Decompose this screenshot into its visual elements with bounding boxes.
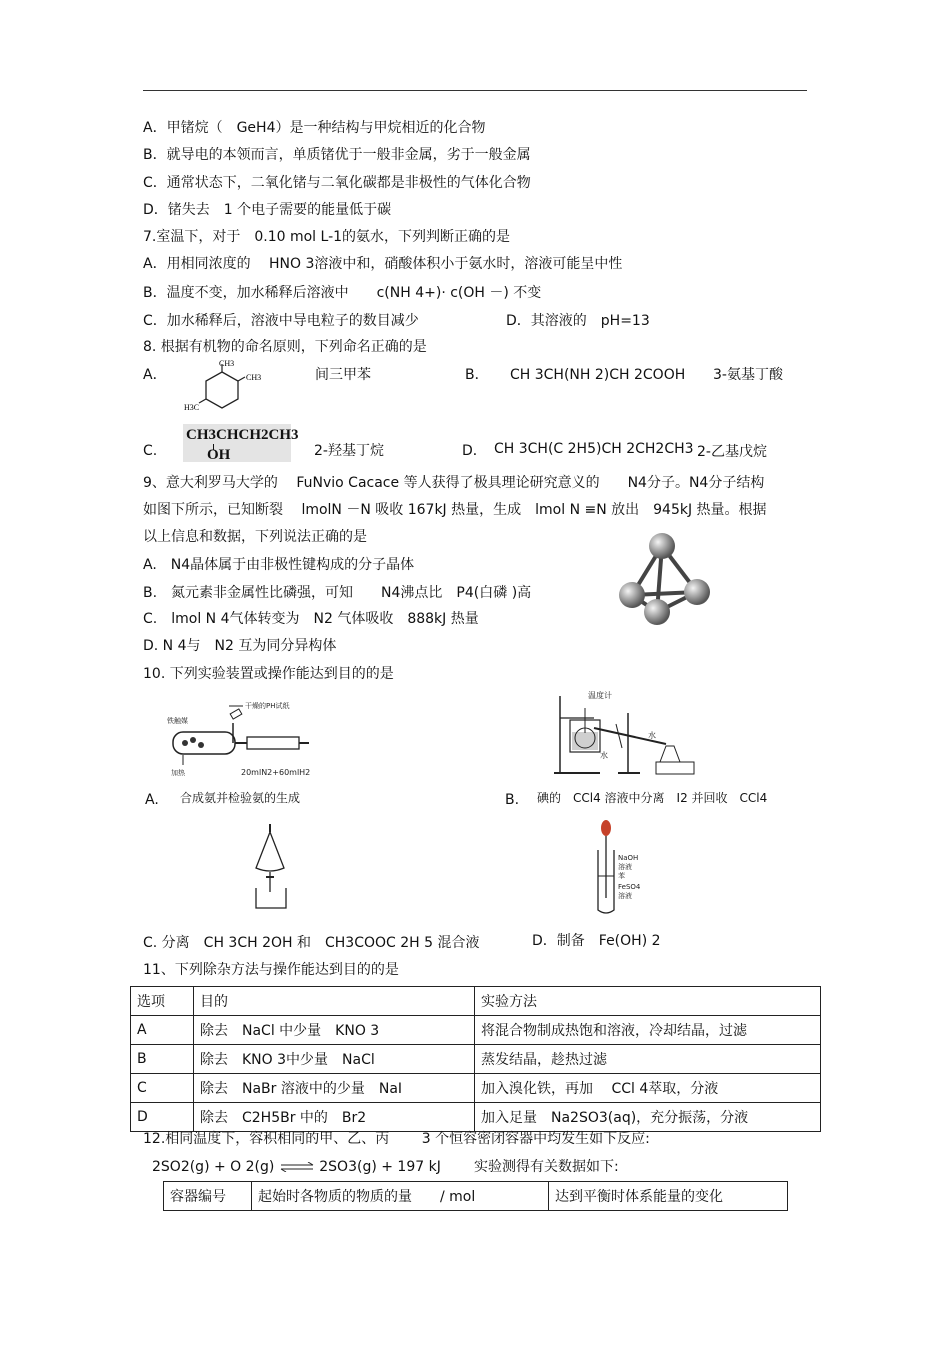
q6-option-d: D．锗失去 1 个电子需要的能量低于碳 xyxy=(143,202,392,218)
row-d-purpose: 除去 C2H5Br 中的 Br2 xyxy=(194,1103,475,1132)
q6-option-c: C．通常状态下，二氧化锗与二氧化碳都是非极性的气体化合物 xyxy=(143,175,531,191)
header-option: 选项 xyxy=(131,987,194,1016)
fe-oh2-prep-figure xyxy=(590,818,650,918)
equation-left: 2SO2(g) + O 2(g) xyxy=(152,1159,275,1175)
q6-option-a: A．甲锗烷（ GeH4）是一种结构与甲烷相近的化合物 xyxy=(143,120,486,136)
row-a-purpose: 除去 NaCl 中少量 KNO 3 xyxy=(194,1016,475,1045)
row-b-method: 蒸发结晶，趁热过滤 xyxy=(475,1045,821,1074)
table-row xyxy=(131,1045,821,1074)
row-c-method: 加入溴化铁，再加 CCl 4萃取，分液 xyxy=(475,1074,821,1103)
feso4-label: FeSO4 xyxy=(618,883,641,891)
q12-stem: 12.相同温度下，容积相同的甲、乙、丙 3 个恒容密闭容器中均发生如下反应: xyxy=(143,1131,650,1147)
c-formula-oh: OH xyxy=(207,447,231,463)
row-d-option: D xyxy=(131,1103,194,1132)
row-c-purpose: 除去 NaBr 溶液中的少量 NaI xyxy=(194,1074,475,1103)
row-a-method: 将混合物制成热饱和溶液，冷却结晶，过滤 xyxy=(475,1016,821,1045)
q10-c-text: C. 分离 CH 3CH 2OH 和 CH3COOC 2H 5 混合液 xyxy=(143,935,480,951)
q10-b-text: 碘的 CCl4 溶液中分离 I2 并回收 CCl4 xyxy=(537,791,768,805)
separatory-funnel-figure xyxy=(248,822,298,910)
naoh-label: NaOH xyxy=(618,854,639,862)
water-out-label: 水 xyxy=(648,731,656,740)
q7-option-a: A．用相同浓度的 HNO 3溶液中和，硝酸体积小于氨水时，溶液可能呈中性 xyxy=(143,256,623,272)
table-row xyxy=(131,1103,821,1132)
q11-table xyxy=(130,986,821,1132)
row-c-option: C xyxy=(131,1074,194,1103)
q8-a-label: A． xyxy=(143,367,167,383)
q8-c-name: 2-羟基丁烷 xyxy=(314,443,384,459)
q9-option-d: D. N 4与 N2 互为同分异构体 xyxy=(143,638,337,654)
row-b-option: B xyxy=(131,1045,194,1074)
q8-c-label: C. xyxy=(143,443,158,459)
distillation-apparatus xyxy=(548,688,698,783)
q10-a-label: A. xyxy=(145,792,159,808)
gas-mix-label: 20mlN2+60mlH2 xyxy=(241,768,311,777)
q8-d-name: 2-乙基戊烷 xyxy=(697,444,767,460)
q10-d-text: D．制备 Fe(OH) 2 xyxy=(532,933,661,949)
q12-equation xyxy=(152,1158,441,1176)
q8-d-formula: CH 3CH(C 2H5)CH 2CH2CH3 xyxy=(494,441,694,457)
table-header-row xyxy=(131,987,821,1016)
header-energy-change: 达到平衡时体系能量的变化 xyxy=(549,1182,788,1211)
h3c-label: H3C xyxy=(184,403,200,412)
q9-option-b: B. 氮元素非金属性比磷强，可知 N4沸点比 P4(白磷 )高 xyxy=(143,585,532,601)
row-d-method: 加入足量 Na2SO3(aq)，充分振荡，分液 xyxy=(475,1103,821,1132)
q7-option-b: B．温度不变，加水稀释后溶液中 c(NH 4+)· c(OH －) 不变 xyxy=(143,285,542,301)
q9-line-1: 9、意大利罗马大学的 FuNvio Cacace 等人获得了极具理论研究意义的 N4分子。N4分子结构 xyxy=(143,475,765,491)
q10-a-text: 合成氨并检验氨的生成 xyxy=(180,791,301,805)
ch3-label-top: CH3 xyxy=(219,359,235,368)
ph-paper-label: 干燥的PH试纸 xyxy=(245,702,290,710)
q7-stem: 7.室温下，对于 0.10 mol L-1的氨水，下列判断正确的是 xyxy=(143,229,511,245)
q7-option-c: C．加水稀释后，溶液中导电粒子的数目减少 xyxy=(143,313,419,329)
q6-option-b: B．就导电的本领而言，单质锗优于一般非金属，劣于一般金属 xyxy=(143,147,531,163)
q8-b-formula: CH 3CH(NH 2)CH 2COOH xyxy=(510,367,686,383)
trimethylbenzene-structure xyxy=(182,358,282,418)
thermometer-label: 温度计 xyxy=(588,691,612,700)
q11-stem: 11、下列除杂方法与操作能达到目的的是 xyxy=(143,962,399,978)
naoh-sol-label: 溶液 xyxy=(618,863,632,871)
q9-line-2: 如图下所示，已知断裂 lmolN －N 吸收 167kJ 热量，生成 lmol N ≡N 放出 945kJ 热量。根据 xyxy=(143,502,767,518)
iron-catalyst-label: 铁触媒 xyxy=(167,717,188,725)
q8-stem: 8. 根据有机物的命名原则，下列命名正确的是 xyxy=(143,339,427,355)
heat-label: 加热 xyxy=(171,769,185,777)
table-row xyxy=(131,1074,821,1103)
q9-option-c: C. lmol N 4气体转变为 N2 气体吸收 888kJ 热量 xyxy=(143,611,479,627)
q12-table xyxy=(163,1181,788,1211)
q8-b-name: 3-氨基丁酸 xyxy=(713,367,783,383)
q8-d-label: D． xyxy=(462,443,487,459)
c-formula-top: CH3CHCH2CH3 xyxy=(186,427,299,443)
table-row xyxy=(131,1016,821,1045)
header-method: 实验方法 xyxy=(475,987,821,1016)
equation-right: 2SO3(g) + 197 kJ xyxy=(319,1159,441,1175)
q7-option-d: D．其溶液的 pH=13 xyxy=(506,313,650,329)
n4-tetrahedron-figure xyxy=(612,530,712,630)
equilibrium-arrow-icon xyxy=(279,1162,315,1172)
q9-option-a: A. N4晶体属于由非极性键构成的分子晶体 xyxy=(143,557,415,573)
header-container-no: 容器编号 xyxy=(164,1182,252,1211)
q8-b-label: B． xyxy=(465,367,489,383)
header-rule xyxy=(143,90,807,91)
table-header-row xyxy=(164,1182,788,1211)
c-formula-image xyxy=(183,424,299,463)
q8-a-name: 间三甲苯 xyxy=(315,367,371,383)
ammonia-synthesis-apparatus xyxy=(163,695,313,780)
row-a-option: A xyxy=(131,1016,194,1045)
feso4-sol-label: 溶液 xyxy=(618,892,632,900)
q12-note: 实验测得有关数据如下: xyxy=(474,1159,619,1175)
q10-stem: 10. 下列实验装置或操作能达到目的的是 xyxy=(143,666,394,682)
ch3-label-right: CH3 xyxy=(246,373,262,382)
header-initial-amount: 起始时各物质的物质的量 / mol xyxy=(252,1182,549,1211)
row-b-purpose: 除去 KNO 3中少量 NaCl xyxy=(194,1045,475,1074)
benzene-label: 苯 xyxy=(618,872,625,880)
q9-line-3: 以上信息和数据，下列说法正确的是 xyxy=(143,529,367,545)
water-in-label: 水 xyxy=(600,751,608,760)
header-purpose: 目的 xyxy=(194,987,475,1016)
q10-b-label: B. xyxy=(505,792,520,808)
